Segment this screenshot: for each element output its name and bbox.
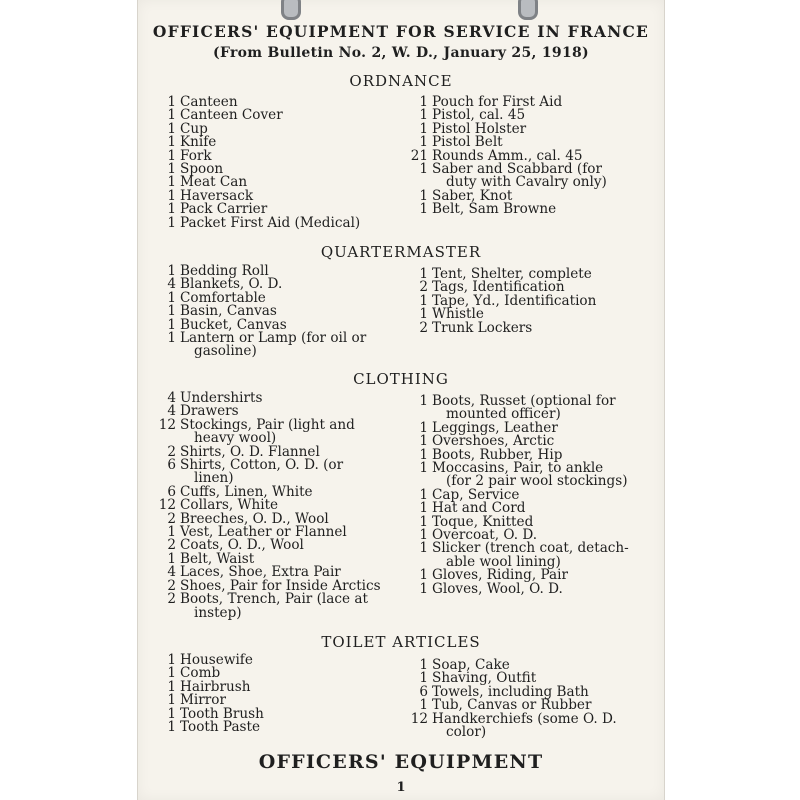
item-description: Slicker (trench coat, detach- [432,540,629,557]
item-description: Canteen Cover [180,107,283,124]
quartermaster-left-list [158,265,420,359]
item-quantity: 1 [167,705,176,722]
item-description: Tape, Yd., Identification [432,292,597,309]
item-quantity: 1 [167,652,176,668]
item-description: mounted officer) [446,406,561,423]
item-quantity: 1 [167,550,176,567]
toilet-left-list [158,654,420,734]
equipment-item [406,726,656,739]
ordnance-right-list [406,96,656,217]
item-quantity: 1 [167,678,176,695]
binder-ring [518,0,538,20]
page-number: 1 [396,780,406,795]
item-description: Shirts, Cotton, O. D. (or [180,457,344,474]
item-description: Blankets, O. D. [180,276,283,293]
item-quantity: 4 [167,390,176,406]
item-description: Belt, Sam Browne [432,201,557,218]
clothing-left-list [158,392,420,620]
item-quantity: 1 [419,513,428,530]
item-quantity: 1 [167,692,176,709]
item-description: Boots, Rubber, Hip [432,446,563,463]
item-quantity: 12 [410,710,428,727]
item-description: Spoon [180,161,224,178]
item-description: Hairbrush [180,678,251,695]
equipment-item [406,319,656,336]
item-description: Tooth Brush [180,705,264,722]
item-quantity: 4 [167,276,176,293]
item-description: able wool lining) [446,553,561,570]
item-quantity: 1 [167,161,176,178]
item-description: Tub, Canvas or Rubber [432,697,592,714]
item-quantity: 1 [419,292,428,309]
item-quantity: 2 [167,537,176,554]
item-quantity: 1 [167,303,176,320]
equipment-item [158,604,420,621]
section-heading-clothing: CLOTHING [353,370,449,388]
item-description: Canteen [180,94,238,110]
item-description: Leggings, Leather [432,419,558,436]
item-description: Shirts, O. D. Flannel [180,443,320,460]
section-heading-toilet-articles: TOILET ARTICLES [321,633,481,651]
item-description: Boots, Russet (optional for [432,393,616,409]
item-description: Mirror [180,692,226,709]
item-quantity: 6 [167,457,176,474]
item-quantity [406,726,428,739]
item-description: Saber, Knot [432,187,513,204]
item-quantity: 1 [167,330,176,347]
item-description: Vest, Leather or Flannel [180,524,347,541]
item-description: Handkerchiefs (some O. D. [432,710,617,727]
item-description: Comb [180,665,221,682]
item-quantity: 1 [167,289,176,306]
item-quantity: 1 [167,120,176,137]
item-quantity: 2 [419,319,428,336]
equipment-item [406,203,656,216]
item-description: Pack Carrier [180,201,268,218]
item-quantity: 1 [167,107,176,124]
page-subtitle: (From Bulletin No. 2, W. D., January 25, 1918) [213,45,589,61]
item-quantity: 4 [167,564,176,581]
item-description: (for 2 pair wool stockings) [446,473,628,490]
item-description: Pistol Holster [432,120,527,137]
item-description: instep) [194,604,242,621]
item-description: Undershirts [180,390,263,406]
item-description: Hat and Cord [432,500,526,517]
booklet-page [137,0,665,800]
item-description: Collars, White [180,497,279,514]
item-quantity [158,345,176,358]
item-quantity: 1 [419,460,428,477]
item-description: Saber and Scabbard (for [432,161,602,178]
item-quantity: 4 [167,403,176,420]
item-quantity: 1 [167,201,176,218]
item-quantity: 2 [167,443,176,460]
item-quantity: 1 [419,486,428,503]
item-description: Bedding Roll [180,263,269,279]
section-heading-ordnance: ORDNANCE [349,72,453,90]
page-title: OFFICERS' EQUIPMENT FOR SERVICE IN FRANCE [152,22,650,41]
item-description: Towels, including Bath [432,683,589,700]
item-quantity: 2 [167,591,176,608]
item-description: Packet First Aid (Medical) [180,214,361,231]
item-quantity: 2 [167,577,176,594]
item-description: Shoes, Pair for Inside Arctics [180,577,381,594]
equipment-item [158,214,420,231]
item-quantity: 1 [419,567,428,584]
item-description: Tent, Shelter, complete [432,266,592,282]
item-description: Lantern or Lamp (for oil or [180,330,367,347]
item-quantity: 2 [167,510,176,527]
item-quantity: 1 [167,147,176,164]
item-description: Belt, Waist [180,550,255,567]
item-description: Soap, Cake [432,657,510,673]
item-description: Coats, O. D., Wool [180,537,304,554]
item-quantity: 1 [167,187,176,204]
item-quantity: 1 [419,266,428,282]
item-description: Tooth Paste [180,719,261,736]
item-description: Toque, Knitted [432,513,534,530]
item-quantity: 1 [419,500,428,517]
item-quantity: 1 [419,657,428,673]
item-quantity: 1 [419,107,428,124]
item-description: Laces, Shoe, Extra Pair [180,564,341,581]
toilet-right-list [406,659,656,739]
item-quantity: 1 [167,134,176,151]
item-description: Overshoes, Arctic [432,433,555,450]
item-quantity: 1 [419,527,428,544]
item-description: duty with Cavalry only) [446,174,607,191]
ordnance-left-list [158,96,420,230]
equipment-item [406,710,656,727]
item-description: heavy wool) [194,430,277,447]
item-description: Drawers [180,403,239,420]
item-description: Meat Can [180,174,248,191]
item-description: Rounds Amm., cal. 45 [432,147,583,164]
item-quantity: 1 [419,393,428,409]
item-quantity: 12 [158,416,176,433]
item-quantity: 21 [410,147,428,164]
item-description: Comfortable [180,289,266,306]
equipment-item [158,345,420,358]
item-quantity: 12 [158,497,176,514]
item-description: Pouch for First Aid [432,94,563,110]
item-description: color) [446,724,487,741]
item-description: Fork [180,147,212,164]
item-quantity: 1 [419,94,428,110]
item-description: Trunk Lockers [432,319,533,336]
item-description: Pistol Belt [432,134,503,151]
item-description: Knife [180,134,217,151]
item-quantity: 1 [167,214,176,231]
item-quantity: 1 [419,120,428,137]
item-description: Breeches, O. D., Wool [180,510,329,527]
item-description: Gloves, Riding, Pair [432,567,568,584]
item-quantity: 1 [419,670,428,687]
item-quantity: 1 [167,263,176,279]
item-quantity: 1 [419,161,428,178]
item-quantity: 1 [419,540,428,557]
item-description: linen) [194,470,234,487]
item-description: Overcoat, O. D. [432,527,538,544]
item-description: Cuffs, Linen, White [180,483,313,500]
item-quantity: 1 [167,316,176,333]
item-quantity [158,607,176,620]
item-description: Pistol, cal. 45 [432,107,526,124]
clothing-right-list [406,395,656,596]
item-description: Boots, Trench, Pair (lace at [180,591,368,608]
item-description: Cup [180,120,208,137]
item-description: Shaving, Outfit [432,670,537,687]
item-quantity: 1 [167,719,176,736]
item-description: Tags, Identification [432,279,565,296]
item-quantity: 6 [167,483,176,500]
item-quantity: 2 [419,279,428,296]
binder-ring [281,0,301,20]
equipment-item [158,721,420,734]
item-description: Stockings, Pair (light and [180,416,355,433]
item-description: gasoline) [194,343,257,360]
item-quantity: 1 [167,94,176,110]
item-quantity: 1 [419,134,428,151]
item-quantity: 1 [419,201,428,218]
item-quantity: 1 [419,433,428,450]
item-description: Whistle [432,306,484,323]
item-quantity: 1 [419,446,428,463]
item-quantity: 6 [419,683,428,700]
item-description: Housewife [180,652,253,668]
item-description: Bucket, Canvas [180,316,287,333]
item-quantity: 1 [419,697,428,714]
equipment-item [406,580,656,597]
item-description: Moccasins, Pair, to ankle [432,460,604,477]
item-description: Basin, Canvas [180,303,277,320]
item-quantity: 1 [419,419,428,436]
item-quantity: 1 [419,580,428,597]
item-quantity: 1 [419,306,428,323]
item-quantity: 1 [167,665,176,682]
item-description: Haversack [180,187,254,204]
item-quantity: 1 [419,187,428,204]
item-description: Gloves, Wool, O. D. [432,580,563,597]
item-description: Cap, Service [432,486,520,503]
footer-title: OFFICERS' EQUIPMENT [258,751,544,773]
section-heading-quartermaster: QUARTERMASTER [320,243,482,261]
item-quantity: 1 [167,174,176,191]
quartermaster-right-list [406,268,656,335]
item-quantity: 1 [167,524,176,541]
